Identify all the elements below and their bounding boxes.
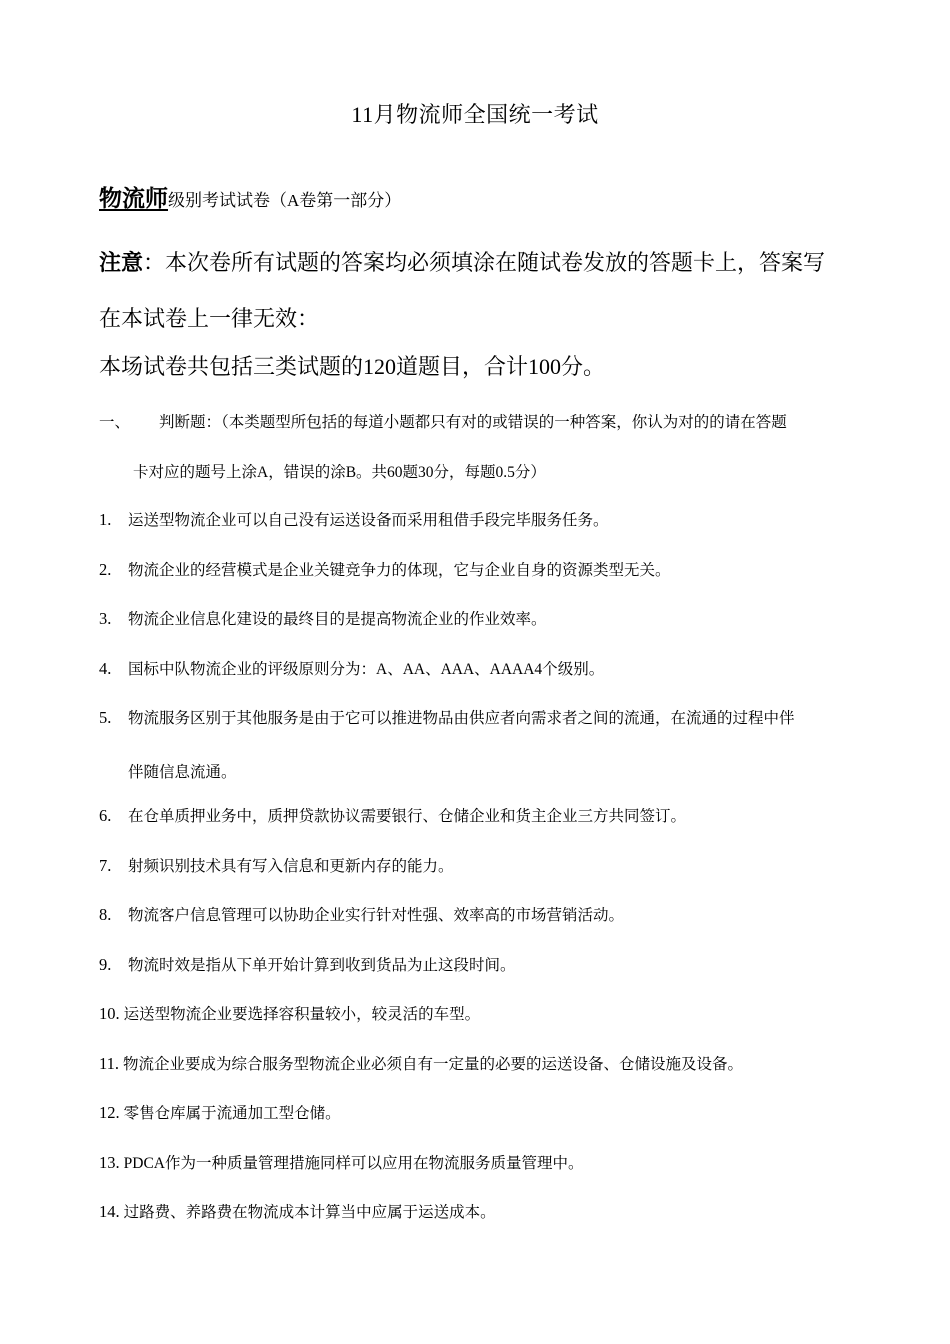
notice-line-1	[99, 246, 859, 277]
question-text: 国标中队物流企业的评级原则分为：A、AA、AAA、AAAA4个级别。	[128, 661, 605, 678]
question-text: 零售仓库属于流通加工型仓储。	[123, 1105, 341, 1122]
question-item	[99, 1200, 496, 1222]
document-title: 11月物流师全国统一考试	[351, 102, 599, 127]
question-number: 1.	[99, 510, 112, 529]
question-item	[99, 1002, 480, 1024]
exam-subtitle	[99, 180, 401, 213]
question-number: 13.	[99, 1153, 120, 1172]
question-text: 物流企业要成为综合服务型物流企业必须自有一定量的必要的运送设备、仓储设施及设备。	[123, 1056, 744, 1073]
question-item	[99, 953, 516, 975]
question-text: 物流客户信息管理可以协助企业实行针对性强、效率高的市场营销活动。	[128, 907, 625, 924]
question-text: 物流服务区别于其他服务是由于它可以推进物品由供应者向需求者之间的流通，在流通的过程中伴	[128, 710, 795, 727]
question-item	[99, 607, 547, 629]
section-number: 一、	[99, 414, 131, 431]
notice-line-3: 本场试卷共包括三类试题的120道题目，合计100分。	[99, 354, 606, 379]
question-item	[99, 854, 454, 876]
question-text: 过路费、养路费在物流成本计算当中应属于运送成本。	[123, 1204, 496, 1221]
question-number: 2.	[99, 560, 112, 579]
question-text: 运送型物流企业可以自己没有运送设备而采用租借手段完毕服务任务。	[128, 512, 609, 529]
question-number: 6.	[99, 806, 112, 825]
question-number: 10.	[99, 1004, 120, 1023]
subtitle-rest: 级别考试试卷（A卷第一部分）	[168, 191, 402, 210]
question-text: 在仓单质押业务中，质押贷款协议需要银行、仓储企业和货主企业三方共同签订。	[128, 808, 687, 825]
question-item	[99, 903, 624, 925]
question-number: 9.	[99, 955, 112, 974]
notice-line-2: 在本试卷上一律无效：	[99, 306, 320, 331]
question-text: 物流时效是指从下单开始计算到收到货品为止这段时间。	[128, 957, 516, 974]
section-instructions-2: 卡对应的题号上涂A，错误的涂B。共60题30分，每题0.5分）	[133, 464, 546, 481]
question-text: 运送型物流企业要选择容积量较小，较灵活的车型。	[123, 1006, 481, 1023]
question-item	[99, 508, 609, 530]
question-item	[99, 804, 686, 826]
question-continuation: 伴随信息流通。	[128, 764, 237, 781]
question-item	[99, 1101, 341, 1123]
section-instructions-1: 判断题：（本类题型所包括的每道小题都只有对的或错误的一种答案，你认为对的的请在答题	[159, 414, 787, 431]
question-number: 7.	[99, 856, 112, 875]
question-number: 11.	[99, 1054, 120, 1073]
question-item	[99, 706, 795, 728]
question-text: 射频识别技术具有写入信息和更新内存的能力。	[128, 858, 454, 875]
question-item	[99, 1151, 583, 1173]
question-item	[99, 1052, 743, 1074]
question-text: 物流企业的经营模式是企业关键竞争力的体现，它与企业自身的资源类型无关。	[128, 562, 671, 579]
subtitle-emphasis: 物流师	[99, 186, 168, 211]
question-text: PDCA作为一种质量管理措施同样可以应用在物流服务质量管理中。	[123, 1155, 584, 1172]
question-number: 5.	[99, 708, 112, 727]
question-number: 14.	[99, 1202, 120, 1221]
notice-label: 注意	[99, 250, 144, 275]
question-number: 8.	[99, 905, 112, 924]
question-number: 3.	[99, 609, 112, 628]
notice-text-1: ：本次卷所有试题的答案均必须填涂在随试卷发放的答题卡上，答案写	[143, 250, 826, 275]
question-item	[99, 558, 671, 580]
question-text: 物流企业信息化建设的最终目的是提高物流企业的作业效率。	[128, 611, 547, 628]
question-number: 12.	[99, 1103, 120, 1122]
question-number: 4.	[99, 659, 112, 678]
question-item	[99, 657, 604, 679]
section-header-1	[99, 410, 787, 432]
